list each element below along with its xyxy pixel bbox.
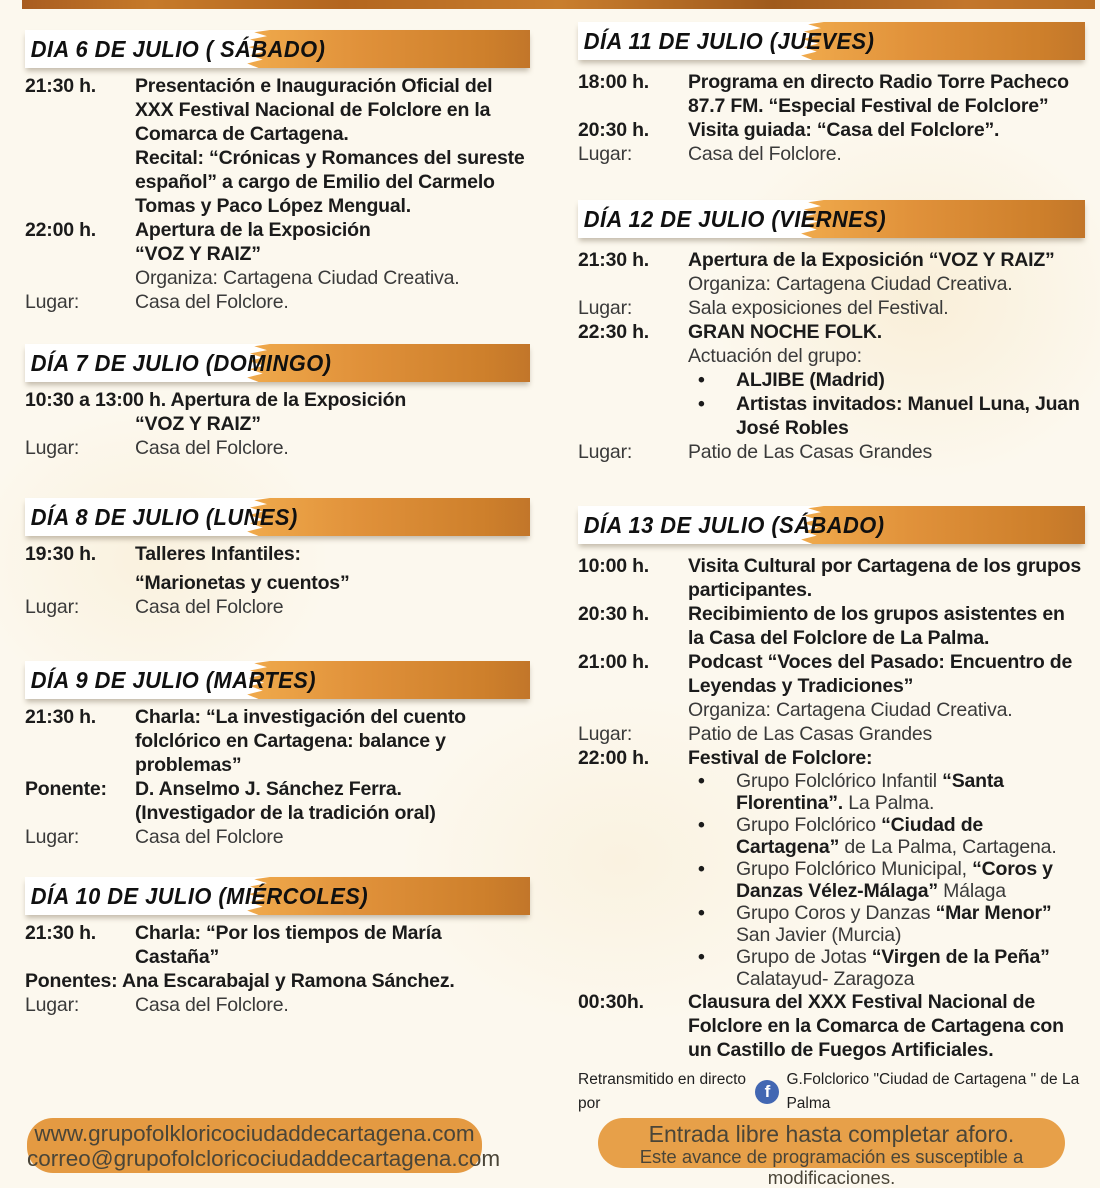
lugar-label: Lugar: bbox=[25, 994, 80, 1016]
group-bullet bbox=[688, 814, 1085, 858]
event-text: Visita Cultural por Cartagena de los grupos participantes. bbox=[688, 555, 1082, 601]
group-post: La Palma. bbox=[843, 792, 935, 814]
section-day-9 bbox=[25, 661, 530, 849]
ponente-role: (Investigador de la tradición oral) bbox=[135, 802, 436, 824]
time-label: 21:30 h. bbox=[578, 249, 650, 271]
group-post: Calatayud- Zaragoza bbox=[736, 968, 915, 990]
event-text: Recital: “Crónicas y Romances del sureste español” a cargo de Emilio del Carmelo Tomas y Paco López Mengual. bbox=[135, 147, 525, 217]
event-content bbox=[688, 650, 1085, 722]
lugar-content bbox=[688, 722, 1085, 746]
event-content bbox=[688, 248, 1085, 296]
lugar-row bbox=[25, 290, 530, 314]
event-text: “Marionetas y cuentos” bbox=[135, 572, 350, 594]
event-row bbox=[578, 118, 1085, 142]
lugar-content bbox=[135, 993, 530, 1017]
group-pre: Grupo de Jotas bbox=[736, 946, 872, 968]
event-text: Recibimiento de los grupos asistentes en la Casa del Folclore de La Palma. bbox=[688, 603, 1065, 649]
group-post: de La Palma, Cartagena. bbox=[839, 836, 1057, 858]
group-bullet bbox=[688, 368, 1085, 392]
group-entry bbox=[736, 858, 1085, 902]
group-bullet bbox=[688, 946, 1085, 990]
entry-info-box bbox=[598, 1118, 1065, 1188]
lugar-value: Patio de Las Casas Grandes bbox=[688, 723, 933, 745]
facebook-icon: f bbox=[755, 1080, 779, 1104]
event-note: Organiza: Cartagena Ciudad Creativa. bbox=[688, 699, 1013, 721]
group-entry bbox=[736, 946, 1085, 990]
group-name: • ALJIBE (Madrid) bbox=[736, 369, 885, 391]
event-text: GRAN NOCHE FOLK. bbox=[688, 321, 882, 343]
event-content bbox=[688, 602, 1085, 650]
day-13-title: DÍA 13 DE JULIO (SÁBADO) bbox=[583, 512, 885, 538]
group-name: • Artistas invitados: Manuel Luna, Juan José Robles bbox=[736, 393, 1080, 439]
day-9-banner bbox=[25, 661, 530, 699]
event-content bbox=[688, 554, 1085, 602]
contact-email: correo@grupofolcloricociudaddecartagena.com bbox=[27, 1146, 501, 1171]
event-row bbox=[578, 602, 1085, 650]
event-text: Programa en directo Radio Torre Pacheco 87.7 FM. “Especial Festival de Folclore” bbox=[688, 71, 1069, 117]
day-6-title: DIA 6 DE JULIO ( SÁBADO) bbox=[30, 36, 326, 62]
day-9-title: DÍA 9 DE JULIO (MARTES) bbox=[30, 667, 316, 693]
lugar-content bbox=[688, 296, 1085, 320]
lugar-value: Casa del Folclore. bbox=[135, 291, 289, 313]
lugar-value: Casa del Folclore. bbox=[135, 437, 289, 459]
event-text: Apertura de la Exposición “VOZ Y RAIZ” bbox=[688, 249, 1055, 271]
event-content bbox=[135, 705, 530, 777]
lugar-value: Sala exposiciones del Festival. bbox=[688, 297, 949, 319]
lugar-value: Patio de Las Casas Grandes bbox=[688, 441, 933, 463]
lugar-value: Casa del Folclore. bbox=[135, 994, 289, 1016]
event-note: Organiza: Cartagena Ciudad Creativa. bbox=[688, 273, 1013, 295]
event-text: “VOZ Y RAIZ” bbox=[135, 243, 261, 265]
section-day-10 bbox=[25, 877, 530, 1017]
ponente-row bbox=[25, 777, 530, 825]
group-bullet bbox=[688, 392, 1085, 440]
event-row bbox=[578, 746, 1085, 990]
lugar-content bbox=[135, 290, 530, 314]
ponentes-line: Ponentes: Ana Escarabajal y Ramona Sánchez. bbox=[25, 970, 455, 992]
event-row bbox=[578, 554, 1085, 602]
section-day-6 bbox=[25, 30, 530, 314]
contact-box bbox=[27, 1118, 501, 1173]
event-content bbox=[688, 118, 1085, 142]
group-entry bbox=[736, 814, 1085, 858]
lugar-content bbox=[688, 142, 1085, 166]
day-12-title: DÍA 12 DE JULIO (VIERNES) bbox=[583, 206, 887, 232]
event-text: Podcast “Voces del Pasado: Encuentro de Leyendas y Tradiciones” bbox=[688, 651, 1073, 697]
section-day-7 bbox=[25, 344, 530, 460]
event-text: Charla: “Por los tiempos de María Castaña” bbox=[135, 922, 442, 968]
lugar-row bbox=[578, 142, 1085, 166]
event-row bbox=[25, 921, 530, 969]
website-url: www.grupofolkloricociudaddecartagena.com bbox=[34, 1121, 475, 1146]
event-row bbox=[578, 650, 1085, 722]
event-row bbox=[25, 542, 530, 595]
lugar-row bbox=[578, 722, 1085, 746]
group-name: “Ciudad de Cartagena” bbox=[736, 814, 984, 858]
event-row bbox=[25, 218, 530, 290]
lugar-value: Casa del Folclore bbox=[135, 826, 284, 848]
group-name: “Virgen de la Peña” bbox=[871, 946, 1050, 968]
event-content bbox=[688, 320, 1085, 440]
group-name: “Mar Menor” bbox=[935, 902, 1052, 924]
group-pre: Grupo Folclórico Municipal, bbox=[736, 858, 973, 880]
lugar-label: Lugar: bbox=[25, 596, 80, 618]
event-note: Organiza: Cartagena Ciudad Creativa. bbox=[135, 267, 460, 289]
time-label: 00:30h. bbox=[578, 991, 644, 1013]
group-pre: Grupo Folclórico Infantil bbox=[736, 770, 943, 792]
broadcast-prefix: Retransmitido en directo por bbox=[578, 1071, 746, 1112]
lugar-content bbox=[135, 595, 530, 619]
lugar-row bbox=[578, 296, 1085, 320]
day-8-title: DÍA 8 DE JULIO (LUNES) bbox=[30, 504, 298, 530]
lugar-label: Lugar: bbox=[578, 723, 633, 745]
time-label: 21:30 h. bbox=[25, 922, 97, 944]
ponente-content bbox=[135, 777, 530, 825]
section-day-12 bbox=[578, 200, 1085, 464]
right-column bbox=[578, 22, 1085, 1116]
event-text: Charla: “La investigación del cuento folclórico en Cartagena: balance y problemas” bbox=[135, 706, 466, 776]
event-content bbox=[135, 921, 530, 969]
lugar-label: Lugar: bbox=[578, 441, 633, 463]
time-label: 22:00 h. bbox=[25, 219, 97, 241]
group-post: San Javier (Murcia) bbox=[736, 924, 902, 946]
day-12-banner bbox=[578, 200, 1085, 238]
event-text: Presentación e Inauguración Oficial del XXX Festival Nacional de Folclore en la Comarca de Cartagena. bbox=[135, 75, 493, 145]
time-label: 22:30 h. bbox=[578, 321, 650, 343]
time-label: 10:00 h. bbox=[578, 555, 650, 577]
time-label: 21:00 h. bbox=[578, 651, 650, 673]
time-label: 20:30 h. bbox=[578, 119, 650, 141]
day-11-banner bbox=[578, 22, 1085, 60]
lugar-content bbox=[135, 436, 530, 460]
event-content bbox=[135, 218, 530, 290]
event-text: Apertura de la Exposición bbox=[135, 219, 371, 241]
lugar-label: Lugar: bbox=[25, 826, 80, 848]
group-entry bbox=[736, 770, 1085, 814]
event-note: Actuación del grupo: bbox=[688, 345, 862, 367]
time-label: 22:00 h. bbox=[578, 747, 650, 769]
group-pre: Grupo Coros y Danzas bbox=[736, 902, 936, 924]
lugar-value: Casa del Folclore bbox=[135, 596, 284, 618]
ponente-label: Ponente: bbox=[25, 778, 107, 800]
section-day-11 bbox=[578, 22, 1085, 166]
time-label: 21:30 h. bbox=[25, 75, 97, 97]
event-row bbox=[25, 74, 530, 218]
event-text: 10:30 a 13:00 h. Apertura de la Exposición bbox=[25, 389, 407, 411]
event-row bbox=[578, 990, 1085, 1062]
event-row bbox=[578, 320, 1085, 440]
left-column bbox=[25, 22, 530, 1116]
lugar-row bbox=[25, 825, 530, 849]
event-content bbox=[688, 70, 1085, 118]
group-bullet bbox=[688, 858, 1085, 902]
lugar-row bbox=[578, 440, 1085, 464]
free-entry-text: Entrada libre hasta completar aforo. bbox=[648, 1121, 1015, 1147]
time-label: 21:30 h. bbox=[25, 706, 97, 728]
day-10-banner bbox=[25, 877, 530, 915]
facebook-broadcast-note bbox=[578, 1068, 1085, 1116]
lugar-label: Lugar: bbox=[578, 143, 633, 165]
day-6-banner bbox=[25, 30, 530, 68]
lugar-row bbox=[25, 993, 530, 1017]
event-row bbox=[578, 70, 1085, 118]
disclaimer-text: Este avance de programación es susceptible a modificaciones. bbox=[639, 1146, 1024, 1188]
time-label: 18:00 h. bbox=[578, 71, 650, 93]
ponente-name: D. Anselmo J. Sánchez Ferra. bbox=[135, 778, 402, 800]
event-text: Clausura del XXX Festival Nacional de Folclore en la Comarca de Cartagena con un Castillo de Fuegos Artificiales. bbox=[688, 991, 1064, 1061]
event-text: Visita guiada: “Casa del Folclore”. bbox=[688, 119, 1000, 141]
group-bullet bbox=[688, 770, 1085, 814]
day-10-title: DÍA 10 DE JULIO (MIÉRCOLES) bbox=[30, 883, 369, 909]
lugar-label: Lugar: bbox=[25, 291, 80, 313]
section-day-8 bbox=[25, 498, 530, 619]
event-text: Talleres Infantiles: bbox=[135, 543, 301, 565]
event-content bbox=[135, 74, 530, 218]
event-row bbox=[25, 705, 530, 777]
group-pre: Grupo Folclórico bbox=[736, 814, 882, 836]
day-8-banner bbox=[25, 498, 530, 536]
time-label: 19:30 h. bbox=[25, 543, 97, 565]
time-label: 20:30 h. bbox=[578, 603, 650, 625]
event-text: “VOZ Y RAIZ” bbox=[135, 413, 261, 435]
lugar-content bbox=[688, 440, 1085, 464]
lugar-row bbox=[25, 436, 530, 460]
day-11-title: DÍA 11 DE JULIO (JUEVES) bbox=[583, 28, 875, 54]
group-bullet bbox=[688, 902, 1085, 946]
group-name: “Coros y Danzas Vélez-Málaga” bbox=[736, 858, 1053, 902]
lugar-value: Casa del Folclore. bbox=[688, 143, 842, 165]
event-row bbox=[578, 248, 1085, 296]
event-text: Festival de Folclore: bbox=[688, 747, 873, 769]
group-entry bbox=[736, 902, 1085, 946]
lugar-label: Lugar: bbox=[25, 437, 80, 459]
section-day-13 bbox=[578, 506, 1085, 1062]
lugar-row bbox=[25, 595, 530, 619]
event-content bbox=[135, 542, 530, 595]
group-post: Málaga bbox=[937, 880, 1006, 902]
day-7-title: DÍA 7 DE JULIO (DOMINGO) bbox=[30, 350, 332, 376]
day-7-banner bbox=[25, 344, 530, 382]
lugar-label: Lugar: bbox=[578, 297, 633, 319]
lugar-content bbox=[135, 825, 530, 849]
event-content bbox=[688, 746, 1085, 990]
day-13-banner bbox=[578, 506, 1085, 544]
event-content bbox=[688, 990, 1085, 1062]
group-name: “Santa Florentina”. bbox=[736, 770, 1004, 814]
broadcast-name: G.Folclorico "Ciudad de Cartagena " de La Palma bbox=[786, 1071, 1080, 1112]
